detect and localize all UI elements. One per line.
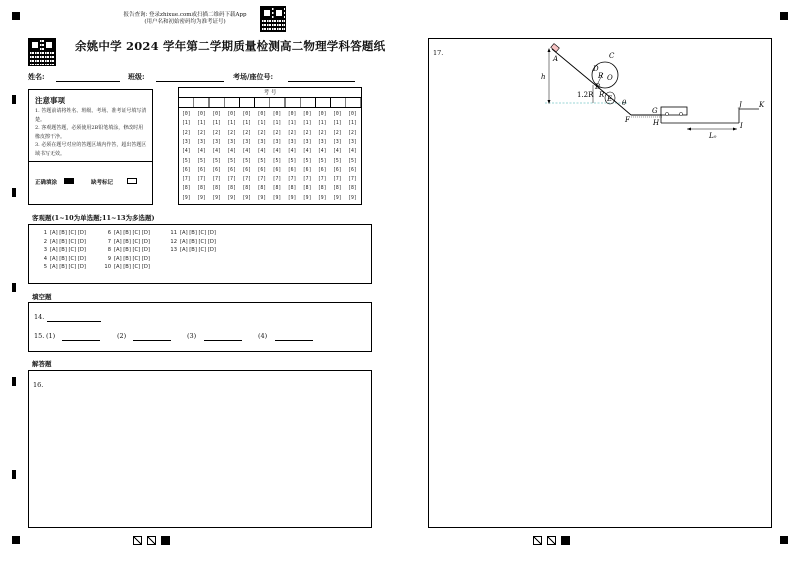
exam-digit-bubble[interactable]: [9] bbox=[302, 195, 312, 201]
name-label: 姓名: bbox=[28, 72, 45, 81]
objective-question-row[interactable] bbox=[38, 246, 86, 255]
class-label: 班级: bbox=[128, 72, 145, 81]
block-A bbox=[551, 44, 560, 52]
answer-options[interactable]: [A] [B] [C] [D] bbox=[50, 230, 86, 236]
objective-question-row[interactable] bbox=[38, 238, 86, 247]
exam-digit-bubble[interactable]: [0] bbox=[287, 112, 297, 117]
exam-digit-bubble[interactable]: [4] bbox=[317, 149, 327, 155]
exam-digit-bubble[interactable]: [3] bbox=[333, 139, 342, 145]
exam-digit-bubble[interactable]: [1] bbox=[287, 121, 297, 127]
exam-digit-bubble[interactable]: [6] bbox=[317, 167, 327, 173]
exam-digit-bubble[interactable]: [1] bbox=[302, 121, 312, 127]
exam-digit-bubble[interactable]: [5] bbox=[272, 158, 282, 164]
exam-digit-bubble[interactable]: [3] bbox=[227, 139, 236, 145]
exam-digit-bubble[interactable]: [2] bbox=[333, 130, 342, 136]
question-number: 8 bbox=[107, 247, 111, 253]
exam-digit-bubble[interactable]: [4] bbox=[212, 149, 221, 155]
exam-digit-bubble[interactable]: [6] bbox=[302, 167, 312, 173]
label-B: B bbox=[595, 83, 601, 91]
exam-digit-bubble[interactable]: [5] bbox=[348, 158, 357, 164]
exam-digit-bubble[interactable]: [2] bbox=[272, 130, 282, 136]
exam-digit-bubble[interactable]: [8] bbox=[257, 186, 267, 192]
exam-number-grid bbox=[178, 87, 362, 205]
objective-question-row[interactable] bbox=[102, 255, 150, 264]
exam-digit-bubble[interactable]: [4] bbox=[272, 149, 282, 155]
exam-digit-bubble[interactable]: [1] bbox=[257, 121, 267, 127]
fill-answer-box bbox=[28, 302, 372, 352]
notes-divider bbox=[29, 161, 152, 162]
exam-digit-bubble[interactable]: [8] bbox=[182, 186, 191, 192]
exam-number-header: 考 号 bbox=[179, 88, 361, 98]
corner-mark-top-left bbox=[12, 12, 20, 20]
exam-digit-bubble[interactable]: [1] bbox=[242, 121, 252, 127]
notice-line-1: 报告查询: 登录zhixue.com或扫描二维码下载App bbox=[123, 12, 247, 18]
exam-digit-bubble[interactable]: [6] bbox=[257, 167, 267, 173]
corner-mark-bottom-left bbox=[12, 536, 20, 544]
class-field[interactable] bbox=[156, 81, 224, 82]
exam-digit-bubble[interactable]: [3] bbox=[272, 139, 282, 145]
physics-diagram bbox=[537, 43, 767, 139]
exam-digit-bubble[interactable]: [6] bbox=[227, 167, 236, 173]
exam-digit-bubble[interactable]: [1] bbox=[348, 121, 357, 127]
exam-digit-bubble[interactable]: [9] bbox=[257, 195, 267, 201]
question-number: 2 bbox=[43, 238, 47, 245]
corner-mark-top-right bbox=[780, 12, 788, 20]
objective-question-row[interactable] bbox=[102, 238, 150, 247]
exam-digit-bubble[interactable]: [4] bbox=[302, 149, 312, 155]
q16-label: 16. bbox=[33, 381, 44, 389]
seat-label: 考场/座位号: bbox=[233, 72, 274, 81]
q15-blank-1-label: (1) bbox=[46, 332, 56, 340]
label-O: O bbox=[607, 74, 613, 82]
objective-question-row[interactable] bbox=[38, 229, 86, 238]
exam-digit-bubble[interactable]: [7] bbox=[348, 177, 357, 183]
exam-digit-bubble[interactable]: [3] bbox=[182, 139, 191, 145]
exam-digit-bubble[interactable]: [4] bbox=[227, 149, 236, 155]
exam-digit-bubble[interactable]: [5] bbox=[227, 158, 236, 164]
exam-digit-bubble[interactable]: [6] bbox=[182, 167, 191, 173]
label-F: F bbox=[625, 116, 630, 124]
exam-digit-bubble[interactable]: [0] bbox=[197, 112, 206, 117]
answer-options[interactable]: [A] [B] [C] [D] bbox=[50, 264, 86, 270]
exam-digit-bubble[interactable]: [1] bbox=[197, 121, 206, 127]
label-h: h bbox=[541, 73, 546, 81]
exam-digit-bubble[interactable]: [6] bbox=[348, 167, 357, 173]
qr-code-download bbox=[260, 6, 286, 32]
exam-digit-bubble[interactable]: [2] bbox=[212, 130, 221, 136]
objective-column-1 bbox=[38, 229, 86, 272]
exam-digit-bubble[interactable]: [4] bbox=[257, 149, 267, 155]
qr-code-header bbox=[28, 38, 56, 66]
exam-digit-bubble[interactable]: [7] bbox=[272, 177, 282, 183]
question-number: 7 bbox=[107, 238, 111, 245]
timing-mark bbox=[12, 188, 16, 197]
page-marker-solid bbox=[561, 536, 570, 545]
label-E: E bbox=[607, 95, 613, 103]
exam-digit-bubble[interactable]: [4] bbox=[333, 149, 342, 155]
exam-digit-bubble[interactable]: [8] bbox=[302, 186, 312, 192]
exam-digit-bubble[interactable]: [1] bbox=[333, 121, 342, 127]
label-G: G bbox=[652, 107, 658, 115]
exam-digit-bubble[interactable]: [7] bbox=[302, 177, 312, 183]
exam-digit-bubble[interactable]: [0] bbox=[242, 112, 252, 117]
exam-digit-bubble[interactable]: [3] bbox=[212, 139, 221, 145]
exam-digit-bubble[interactable]: [5] bbox=[242, 158, 252, 164]
exam-digit-bubble[interactable]: [6] bbox=[287, 167, 297, 173]
answer-options[interactable]: [A] [B] [C] [D] bbox=[114, 238, 150, 245]
label-I: I bbox=[740, 122, 743, 130]
exam-digit-bubble[interactable]: [6] bbox=[333, 167, 342, 173]
exam-digit-bubble[interactable]: [1] bbox=[272, 121, 282, 127]
exam-digit-bubble[interactable]: [3] bbox=[317, 139, 327, 145]
exam-digit-bubble[interactable]: [7] bbox=[182, 177, 191, 183]
q17-answer-box[interactable] bbox=[428, 38, 772, 528]
question-number: 10 bbox=[104, 264, 111, 270]
q14-answer-line[interactable] bbox=[47, 321, 101, 322]
page-marker-hatched bbox=[547, 536, 556, 545]
label-A: A bbox=[553, 55, 559, 63]
timing-mark bbox=[12, 377, 16, 386]
timing-mark bbox=[12, 470, 16, 479]
q15-blank-4-label: (4) bbox=[258, 332, 268, 340]
exam-digit-bubble[interactable]: [6] bbox=[272, 167, 282, 173]
notice-line-2: (用户名和初始密码均为准考证号) bbox=[144, 19, 226, 25]
exam-digit-bubble[interactable]: [3] bbox=[197, 139, 206, 145]
exam-digit-bubble[interactable]: [5] bbox=[257, 158, 267, 164]
label-R-loop: R bbox=[598, 72, 604, 80]
timing-mark bbox=[12, 95, 16, 104]
answer-options[interactable]: [A] [B] [C] [D] bbox=[180, 230, 216, 236]
question-number: 5 bbox=[43, 264, 47, 270]
exam-digit-bubble[interactable]: [2] bbox=[287, 130, 297, 136]
exam-number-write-row[interactable] bbox=[179, 97, 361, 108]
note-item: 1. 答题前请将姓名、班级、考场、准考证号填写清楚。 bbox=[35, 108, 147, 123]
correct-fill-label: 正确填涂 bbox=[35, 180, 58, 186]
answer-options[interactable]: [A] [B] [C] [D] bbox=[114, 247, 150, 253]
question-number: 6 bbox=[107, 230, 111, 236]
corner-mark-bottom-right bbox=[780, 536, 788, 544]
note-item: 3. 必须在题号对应的答题区域内作答，超出答题区域书写无效。 bbox=[35, 142, 147, 157]
exam-digit-bubble[interactable]: [7] bbox=[257, 177, 267, 183]
exam-digit-bubble[interactable]: [6] bbox=[242, 167, 252, 173]
exam-digit-bubble[interactable]: [5] bbox=[317, 158, 327, 164]
exam-digit-bubble[interactable]: [7] bbox=[317, 177, 327, 183]
exam-digit-bubble[interactable]: [5] bbox=[302, 158, 312, 164]
label-R-small: R bbox=[599, 91, 605, 99]
label-K: K bbox=[759, 101, 765, 109]
label-J: J bbox=[739, 101, 742, 109]
objective-heading: 客观题(1~10为单选题;11~13为多选题) bbox=[32, 214, 155, 222]
exam-digit-bubble[interactable]: [4] bbox=[182, 149, 191, 155]
answer-options[interactable]: [A] [B] [C] [D] bbox=[114, 230, 150, 236]
exam-digit-bubble[interactable]: [0] bbox=[272, 112, 282, 117]
q15-blank-2-label: (2) bbox=[117, 332, 127, 340]
q14-label: 14. bbox=[34, 313, 45, 321]
exam-digit-bubble[interactable]: [7] bbox=[287, 177, 297, 183]
objective-question-row[interactable] bbox=[102, 263, 150, 272]
exam-digit-bubble[interactable]: [7] bbox=[242, 177, 252, 183]
seat-field[interactable] bbox=[288, 81, 355, 82]
exam-digit-bubble[interactable]: [9] bbox=[212, 195, 221, 201]
exam-digit-bubble[interactable]: [9] bbox=[287, 195, 297, 201]
q15-blank-2-line[interactable] bbox=[133, 340, 171, 341]
exam-digit-bubble[interactable]: [8] bbox=[287, 186, 297, 192]
exam-digit-bubble[interactable]: [9] bbox=[333, 195, 342, 201]
note-item: 2. 客观题答题，必须使用2B铅笔填涂，修改时用橡皮擦干净。 bbox=[35, 125, 144, 140]
question-number: 3 bbox=[43, 247, 47, 253]
objective-question-row[interactable] bbox=[102, 246, 150, 255]
exam-digit-bubble[interactable]: [9] bbox=[197, 195, 206, 201]
exam-digit-bubble[interactable]: [9] bbox=[242, 195, 252, 201]
exam-digit-bubble[interactable]: [5] bbox=[182, 158, 191, 164]
exam-digit-bubble[interactable]: [0] bbox=[257, 112, 267, 117]
q15-blank-3-line[interactable] bbox=[204, 340, 242, 341]
exam-digit-bubble[interactable]: [2] bbox=[197, 130, 206, 136]
question-number: 11 bbox=[170, 230, 177, 236]
exam-digit-bubble[interactable]: [4] bbox=[197, 149, 206, 155]
page-marker-hatched bbox=[147, 536, 156, 545]
timing-mark bbox=[12, 283, 16, 292]
correct-fill-sample bbox=[64, 178, 74, 184]
exam-digit-bubble[interactable]: [3] bbox=[242, 139, 252, 145]
exam-digit-bubble[interactable]: [3] bbox=[302, 139, 312, 145]
exam-digit-bubble[interactable]: [5] bbox=[287, 158, 297, 164]
answer-options[interactable]: [A] [B] [C] [D] bbox=[114, 264, 150, 270]
objective-question-row[interactable] bbox=[168, 229, 216, 238]
fill-heading: 填空题 bbox=[32, 293, 52, 301]
exam-digit-bubble[interactable]: [6] bbox=[197, 167, 206, 173]
answer-heading: 解答题 bbox=[32, 360, 52, 368]
exam-digit-bubble[interactable]: [3] bbox=[257, 139, 267, 145]
exam-digit-bubble[interactable]: [8] bbox=[317, 186, 327, 192]
absent-mark-checkbox[interactable] bbox=[127, 178, 137, 184]
exam-digit-bubble[interactable]: [8] bbox=[197, 186, 206, 192]
answer-options[interactable]: [A] [B] [C] [D] bbox=[50, 255, 86, 262]
exam-digit-bubble[interactable]: [2] bbox=[182, 130, 191, 136]
exam-digit-bubble[interactable]: [1] bbox=[227, 121, 236, 127]
exam-digit-bubble[interactable]: [8] bbox=[227, 186, 236, 192]
page-marker-hatched bbox=[133, 536, 142, 545]
exam-digit-bubble[interactable]: [4] bbox=[348, 149, 357, 155]
question-number: 4 bbox=[43, 255, 47, 262]
exam-digit-bubble[interactable]: [1] bbox=[212, 121, 221, 127]
objective-question-row[interactable] bbox=[38, 255, 86, 264]
label-1.2R: 1.2R bbox=[577, 91, 594, 99]
q17-label: 17. bbox=[433, 49, 444, 57]
label-C: C bbox=[609, 52, 615, 60]
exam-digit-bubble[interactable]: [5] bbox=[197, 158, 206, 164]
exam-digit-bubble[interactable]: [1] bbox=[317, 121, 327, 127]
q15-blank-3-label: (3) bbox=[187, 332, 197, 340]
answer-options[interactable]: [A] [B] [C] [D] bbox=[50, 247, 86, 253]
exam-digit-bubble[interactable]: [9] bbox=[272, 195, 282, 201]
exam-digit-bubble[interactable]: [0] bbox=[348, 112, 357, 117]
objective-question-row[interactable] bbox=[168, 238, 216, 247]
exam-digit-bubble[interactable]: [7] bbox=[227, 177, 236, 183]
exam-digit-bubble[interactable]: [5] bbox=[333, 158, 342, 164]
exam-digit-bubble[interactable]: [8] bbox=[348, 186, 357, 192]
exam-digit-bubble[interactable]: [0] bbox=[212, 112, 221, 117]
absent-mark-label: 缺考标记 bbox=[91, 180, 114, 186]
label-theta: θ bbox=[622, 99, 627, 107]
exam-digit-bubble[interactable]: [2] bbox=[257, 130, 267, 136]
exam-digit-bubble[interactable]: [8] bbox=[333, 186, 342, 192]
exam-digit-bubble[interactable]: [0] bbox=[333, 112, 342, 117]
name-field[interactable] bbox=[56, 81, 120, 82]
exam-digit-bubble[interactable]: [2] bbox=[348, 130, 357, 136]
exam-digit-bubble[interactable]: [9] bbox=[227, 195, 236, 201]
question-number: 1 bbox=[43, 230, 47, 236]
label-D: D bbox=[593, 65, 599, 73]
exam-digit-bubble[interactable]: [0] bbox=[317, 112, 327, 117]
exam-digit-bubble[interactable]: [2] bbox=[227, 130, 236, 136]
q15-label: 15. bbox=[34, 332, 45, 340]
objective-column-2 bbox=[102, 229, 150, 272]
notes-heading: 注意事项 bbox=[35, 96, 65, 105]
objective-column-3 bbox=[168, 229, 216, 255]
question-number: 9 bbox=[107, 255, 111, 262]
exam-digit-bubble[interactable]: [0] bbox=[227, 112, 236, 117]
exam-digit-bubble[interactable]: [7] bbox=[197, 177, 206, 183]
objective-question-row[interactable] bbox=[168, 246, 216, 255]
page-title: 余姚中学 2024 学年第二学期质量检测高二物理学科答题纸 bbox=[75, 39, 386, 53]
label-L0: L₀ bbox=[709, 132, 717, 139]
objective-answer-box bbox=[28, 224, 372, 284]
exam-digit-bubble[interactable]: [0] bbox=[302, 112, 312, 117]
answer-options[interactable]: [A] [B] [C] [D] bbox=[114, 255, 150, 262]
exam-digit-bubble[interactable]: [2] bbox=[242, 130, 252, 136]
q15-blank-4-line[interactable] bbox=[275, 340, 313, 341]
objective-question-row[interactable] bbox=[38, 263, 86, 272]
exam-digit-bubble[interactable]: [5] bbox=[212, 158, 221, 164]
exam-digit-bubble[interactable]: [3] bbox=[348, 139, 357, 145]
exam-digit-bubble[interactable]: [2] bbox=[317, 130, 327, 136]
notes-box bbox=[28, 89, 153, 205]
cart bbox=[661, 107, 687, 115]
page-marker-hatched bbox=[533, 536, 542, 545]
answer-options[interactable]: [A] [B] [C] [D] bbox=[180, 247, 216, 253]
answer-options[interactable]: [A] [B] [C] [D] bbox=[180, 238, 216, 245]
exam-digit-bubble[interactable]: [8] bbox=[272, 186, 282, 192]
objective-question-row[interactable] bbox=[102, 229, 150, 238]
exam-digit-bubble[interactable]: [9] bbox=[348, 195, 357, 201]
exam-digit-bubble[interactable]: [9] bbox=[317, 195, 327, 201]
exam-digit-bubble[interactable]: [7] bbox=[333, 177, 342, 183]
question-number: 13 bbox=[170, 247, 177, 253]
exam-digit-bubble[interactable]: [4] bbox=[242, 149, 252, 155]
exam-digit-bubble[interactable]: [9] bbox=[182, 195, 191, 201]
exam-digit-bubble[interactable]: [0] bbox=[182, 112, 191, 117]
exam-digit-bubble[interactable]: [1] bbox=[182, 121, 191, 127]
label-H: H bbox=[653, 119, 660, 127]
exam-digit-bubble[interactable]: [4] bbox=[287, 149, 297, 155]
q16-answer-box[interactable] bbox=[28, 370, 372, 528]
page-marker-solid bbox=[161, 536, 170, 545]
exam-digit-bubble[interactable]: [7] bbox=[212, 177, 221, 183]
exam-digit-bubble[interactable]: [3] bbox=[287, 139, 297, 145]
exam-digit-bubble[interactable]: [8] bbox=[242, 186, 252, 192]
answer-options[interactable]: [A] [B] [C] [D] bbox=[50, 238, 86, 245]
exam-digit-bubble[interactable]: [8] bbox=[212, 186, 221, 192]
exam-digit-bubble[interactable]: [6] bbox=[212, 167, 221, 173]
notes-list bbox=[35, 107, 147, 159]
exam-digit-bubble[interactable]: [2] bbox=[302, 130, 312, 136]
report-notice bbox=[110, 12, 260, 26]
q15-blank-1-line[interactable] bbox=[62, 340, 100, 341]
question-number: 12 bbox=[170, 238, 177, 245]
